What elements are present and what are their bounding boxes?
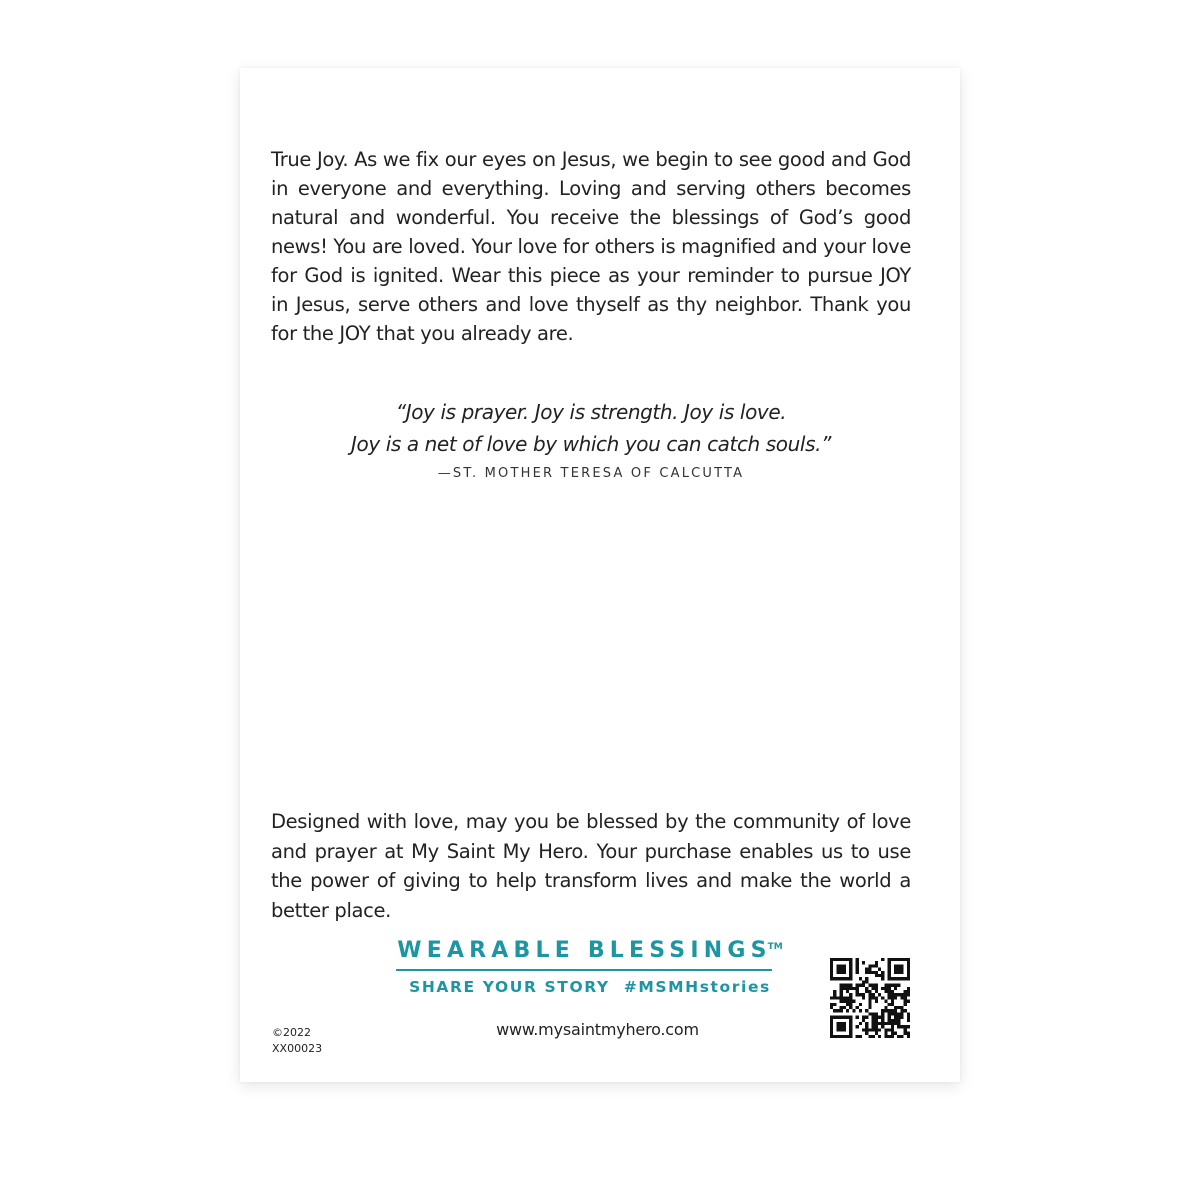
brand-block (395, 932, 785, 999)
qr-code-icon (830, 958, 910, 1038)
trademark-mark: TM (767, 942, 783, 952)
brand-tagline: SHARE YOUR STORY #MSMHstories (409, 978, 771, 996)
quote-attribution: —ST. MOTHER TERESA OF CALCUTTA (437, 466, 745, 481)
closing-paragraph: Designed with love, may you be blessed by the community of love and prayer at My Saint My Hero. Your purchase enables us to use the power of giving to help transform lives and make the world a better place. (271, 810, 911, 922)
copyright-block (272, 1025, 322, 1057)
quote-line-2: Joy is a net of love by which you can catch souls.” (350, 432, 832, 456)
intro-paragraph: True Joy. As we fix our eyes on Jesus, we begin to see good and God in everyone and everything. Loving and serving others becomes natural and wonderful. You receive the blessings of God’s good news! You are loved. Your love for others is magnified and your love for God is ignited. Wear this piece as your reminder to pursue JOY in Jesus, serve others and love thyself as thy neighbor. Thank you for the JOY that you already are. (271, 148, 911, 345)
brand-divider (396, 969, 772, 971)
brand-title (395, 932, 785, 966)
website-url: www.mysaintmyhero.com (496, 1020, 699, 1039)
quote-block (271, 396, 911, 481)
quote-line-1: “Joy is prayer. Joy is strength. Joy is love. (395, 400, 787, 424)
product-card (240, 68, 960, 1082)
copyright-year: ©2022 (272, 1026, 311, 1039)
brand-title-text: WEARABLE BLESSINGS (397, 938, 772, 963)
product-code: XX00023 (272, 1042, 323, 1055)
